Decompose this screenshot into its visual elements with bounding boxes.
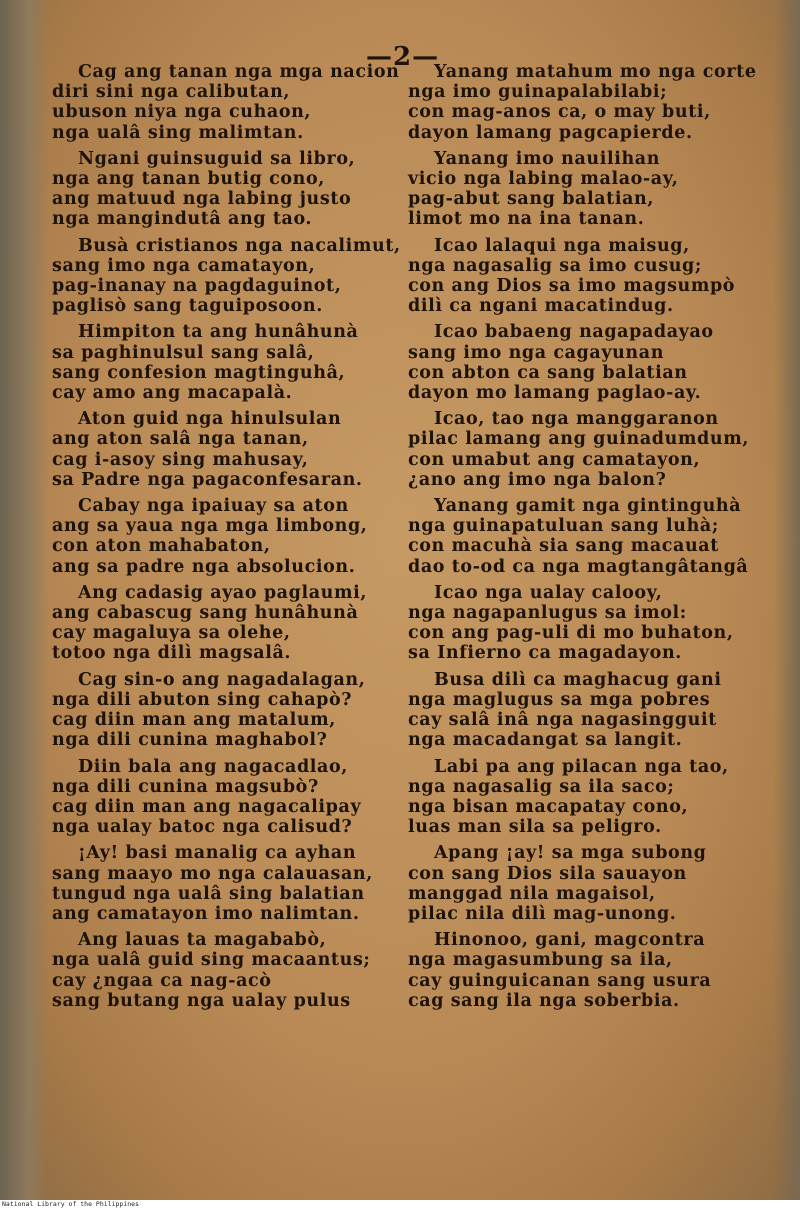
verse-line: nga magasumbung sa ila, (408, 950, 673, 971)
verse-line: Apang ¡ay! sa mga subong (434, 843, 707, 864)
verse-line: Icao nga ualay calooy, (434, 582, 663, 603)
verse-line: vicio nga labing malao-ay, (408, 169, 679, 190)
verse-line: ang sa yaua nga mga limbong, (52, 516, 368, 537)
stanza (52, 62, 400, 143)
verse-line: con umabut ang camatayon, (408, 449, 701, 470)
verse-line: dilì ca ngani macatindug. (408, 296, 674, 317)
verse-line: cay amo ang macapalà. (52, 383, 293, 404)
verse-line: con macuhà sia sang macauat (408, 536, 719, 557)
verse-line: pilac nila dilì mag-unong. (408, 903, 677, 924)
footer-bar (0, 1200, 800, 1208)
verse-line: ang aton salâ nga tanan, (52, 429, 309, 450)
verse-line: sang imo nga camatayon, (52, 255, 316, 276)
verse-line: nga ualâ guid sing macaantus; (52, 950, 371, 971)
left-column (52, 62, 401, 1017)
verse-line: nga ualay batoc nga calisud? (52, 817, 353, 838)
verse-line: sang imo nga cagayunan (408, 342, 665, 363)
verse-line: Yanang gamit nga gintinguhà (434, 496, 742, 517)
verse-line: Busà cristianos nga nacalimut, (78, 235, 401, 256)
verse-line: Cag ang tanan nga mga nacion (78, 62, 400, 82)
stanza (408, 496, 788, 577)
verse-line: nga ualâ sing malimtan. (52, 122, 304, 143)
verse-line: cag diin man ang nagacalipay (52, 796, 362, 817)
verse-line: sa Infierno ca magadayon. (408, 643, 682, 664)
verse-line: pag-abut sang balatian, (408, 189, 655, 210)
verse-line: Yanang imo nauilihan (434, 148, 661, 169)
verse-line: sang confesion magtinguhâ, (52, 362, 346, 383)
verse-line: tungud nga ualâ sing balatian (52, 883, 365, 904)
verse-line: sang maayo mo nga calauasan, (52, 863, 373, 884)
verse-line: Icao, tao nga manggaranon (434, 409, 719, 430)
stanza (52, 670, 392, 751)
verse-line: ang sa padre nga absolucion. (52, 556, 356, 577)
stanza (52, 235, 401, 317)
verse-line: nga maglugus sa mga pobres (408, 689, 711, 710)
verse-line: ¿ano ang imo nga balon? (408, 469, 667, 490)
verse-line: totoo nga dilì magsalâ. (52, 643, 292, 664)
verse-line: Yanang matahum mo nga corte (434, 62, 757, 82)
verse-line: manggad nila magaisol, (408, 883, 656, 904)
verse-line: nga dili cunina magsubò? (52, 776, 319, 797)
verse-line: nga nagasalig sa imo cusug; (408, 255, 702, 276)
stanza (52, 149, 392, 230)
verse-line: pilac lamang ang guinadumdum, (408, 429, 750, 450)
verse-line: cay magaluya sa olehe, (52, 623, 291, 644)
verse-line: con aton mahabaton, (52, 536, 271, 557)
verse-line: Icao lalaqui nga maisug, (434, 235, 690, 256)
verse-line: nga nagapanlugus sa imol: (408, 603, 687, 624)
verse-line: con ang Dios sa imo magsumpò (408, 276, 736, 297)
verse-line: nga mangindutâ ang tao. (52, 209, 313, 230)
stanza (408, 149, 788, 230)
verse-line: Hinonoo, gani, magcontra (434, 930, 706, 951)
page-number: —2— (366, 42, 440, 72)
verse-line: cay guinguicanan sang usura (408, 970, 712, 991)
verse-line: nga guinapatuluan sang luhà; (408, 516, 719, 537)
verse-line: nga nagasalig sa ila saco; (408, 776, 675, 797)
verse-line: limot mo na ina tanan. (408, 209, 645, 230)
verse-line: Aton guid nga hinulsulan (78, 409, 342, 430)
verse-line: Himpiton ta ang hunâhunà (78, 322, 359, 343)
verse-line: luas man sila sa peligro. (408, 817, 662, 838)
library-credit: National Library of the Philippines (2, 1200, 139, 1208)
verse-line: Ngani guinsuguid sa libro, (78, 148, 356, 169)
verse-line: ang cabascug sang hunâhunà (52, 603, 359, 624)
verse-line: pag-inanay na pagdaguinot, (52, 276, 342, 297)
verse-line: diri sini nga calibutan, (52, 82, 291, 103)
verse-line: Icao babaeng nagapadayao (434, 322, 714, 343)
verse-line: ¡Ay! basi manalig ca ayhan (78, 843, 357, 864)
stanza (408, 930, 788, 1011)
verse-line: cag diin man ang matalum, (52, 710, 336, 731)
verse-line: con sang Dios sila sauayon (408, 863, 687, 884)
verse-line: Cag sin-o ang nagadalagan, (78, 669, 366, 690)
verse-line: nga macadangat sa langit. (408, 730, 683, 751)
verse-line: Diin bala ang nagacadlao, (78, 756, 348, 777)
verse-line: ubuson niya nga cuhaon, (52, 102, 312, 123)
stanza (408, 409, 788, 490)
verse-line: con abton ca sang balatian (408, 362, 688, 383)
verse-line: dayon mo lamang paglao-ay. (408, 383, 702, 404)
stanza (408, 843, 788, 924)
stanza (408, 236, 788, 317)
verse-line: dao to-od ca nga magtangâtangâ (408, 556, 749, 577)
verse-line: nga dili abuton sing cahapò? (52, 689, 353, 710)
verse-line: Ang lauas ta magababò, (78, 930, 327, 951)
verse-line: cay ¿ngaa ca nag-acò (52, 970, 272, 991)
stanza (52, 496, 392, 577)
stanza (52, 843, 392, 924)
stanza (408, 322, 788, 403)
verse-line: nga ang tanan butig cono, (52, 169, 325, 190)
stanza (408, 62, 788, 143)
stanza (408, 670, 788, 751)
verse-line: Busa dilì ca maghacug gani (434, 669, 722, 690)
verse-line: paglisò sang taguiposoon. (52, 296, 323, 317)
stanza (52, 322, 392, 403)
verse-line: sa Padre nga pagaconfesaran. (52, 469, 363, 490)
verse-line: Ang cadasig ayao paglaumi, (78, 582, 368, 603)
verse-line: nga dili cunina maghabol? (52, 730, 328, 751)
verse-line: nga bisan macapatay cono, (408, 796, 689, 817)
stanza (52, 757, 392, 838)
verse-line: Cabay nga ipaiuay sa aton (78, 496, 349, 517)
right-column (408, 62, 788, 1017)
stanza (52, 409, 392, 490)
stanza (52, 930, 392, 1011)
verse-line: cag sang ila nga soberbia. (408, 990, 680, 1011)
verse-line: nga imo guinapalabilabi; (408, 82, 668, 103)
stanza (52, 583, 392, 664)
verse-line: ang matuud nga labing justo (52, 189, 352, 210)
verse-line: cag i-asoy sing mahusay, (52, 449, 309, 470)
verse-line: sang butang nga ualay pulus (52, 990, 351, 1011)
verse-line: ang camatayon imo nalimtan. (52, 903, 360, 924)
verse-line: sa paghinulsul sang salâ, (52, 342, 315, 363)
verse-line: con ang pag-uli di mo buhaton, (408, 623, 734, 644)
verse-line: cay salâ inâ nga nagasingguit (408, 710, 717, 731)
stanza (408, 583, 788, 664)
verse-line: con mag-anos ca, o may buti, (408, 102, 711, 123)
verse-line: dayon lamang pagcapierde. (408, 122, 693, 143)
stanza (408, 757, 788, 838)
verse-line: Labi pa ang pilacan nga tao, (434, 756, 729, 777)
